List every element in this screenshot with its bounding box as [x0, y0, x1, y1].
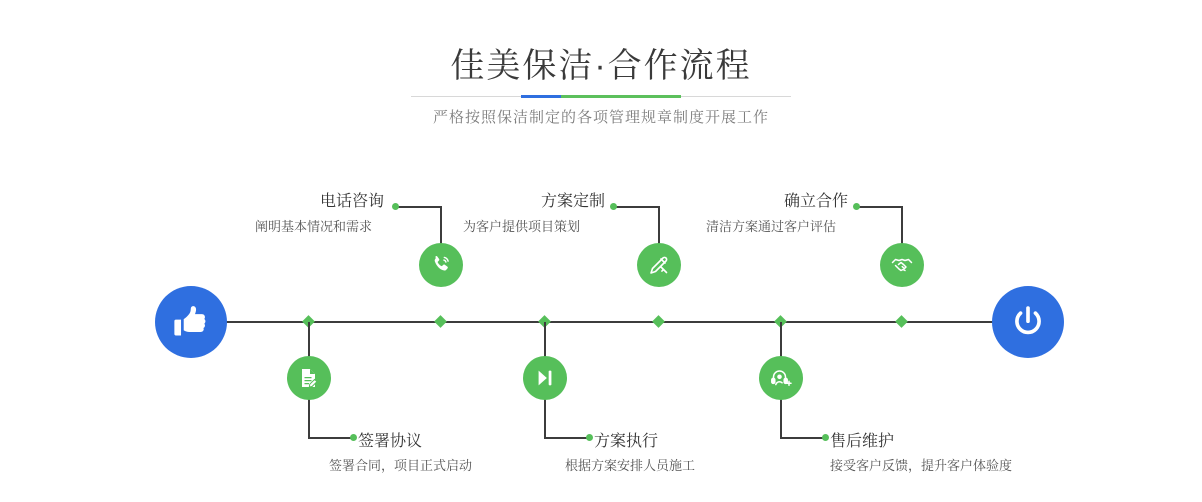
node-desc-consult: 阐明基本情况和需求 — [255, 219, 373, 234]
node-desc-execute: 根据方案安排人员施工 — [565, 458, 696, 473]
timeline-end-badge — [992, 286, 1064, 358]
node-title-support: 售后维护 — [830, 433, 895, 450]
node-title-sign: 签署协议 — [358, 433, 423, 450]
node-arm-dot — [350, 434, 357, 441]
node-icon-badge-support[interactable] — [759, 356, 803, 400]
node-desc-confirm: 清洁方案通过客户评估 — [706, 219, 837, 234]
node-icon-badge-execute[interactable] — [523, 356, 567, 400]
node-icon-badge-plan[interactable] — [637, 243, 681, 287]
axis-dot — [652, 315, 665, 328]
node-arm-dot — [610, 203, 617, 210]
node-title-consult: 电话咨询 — [320, 193, 385, 210]
timeline-start-badge — [155, 286, 227, 358]
divider-blue-segment — [521, 95, 561, 98]
pen-ruler-icon — [647, 253, 671, 277]
node-arm-dot — [392, 203, 399, 210]
node-arm — [308, 437, 354, 439]
node-desc-support: 接受客户反馈，提升客户体验度 — [830, 458, 1013, 473]
node-icon-badge-sign[interactable] — [287, 356, 331, 400]
node-arm-dot — [586, 434, 593, 441]
node-arm-dot — [853, 203, 860, 210]
power-icon — [1009, 303, 1047, 341]
play-forward-icon — [534, 367, 556, 389]
node-title-plan: 方案定制 — [541, 193, 606, 210]
node-desc-sign: 签署合同，项目正式启动 — [329, 458, 473, 473]
headset-support-icon — [769, 366, 793, 390]
page-title: 佳美保洁·合作流程 — [450, 47, 752, 85]
node-icon-badge-consult[interactable] — [419, 243, 463, 287]
axis-dot — [434, 315, 447, 328]
node-arm-dot — [822, 434, 829, 441]
phone-call-icon — [429, 253, 453, 277]
node-arm — [544, 437, 590, 439]
node-desc-plan: 为客户提供项目策划 — [463, 219, 581, 234]
node-title-execute: 方案执行 — [594, 433, 659, 450]
node-icon-badge-confirm[interactable] — [880, 243, 924, 287]
document-edit-icon — [297, 366, 321, 390]
node-arm — [396, 206, 442, 208]
thumbs-up-icon — [172, 303, 210, 341]
node-arm — [857, 206, 903, 208]
axis-dot — [895, 315, 908, 328]
divider-green-segment — [561, 95, 681, 98]
handshake-icon — [890, 253, 914, 277]
title-divider — [411, 95, 791, 98]
node-title-confirm: 确立合作 — [784, 193, 849, 210]
node-arm — [614, 206, 660, 208]
page-subtitle: 严格按照保洁制定的各项管理规章制度开展工作 — [432, 109, 769, 126]
node-arm — [780, 437, 826, 439]
